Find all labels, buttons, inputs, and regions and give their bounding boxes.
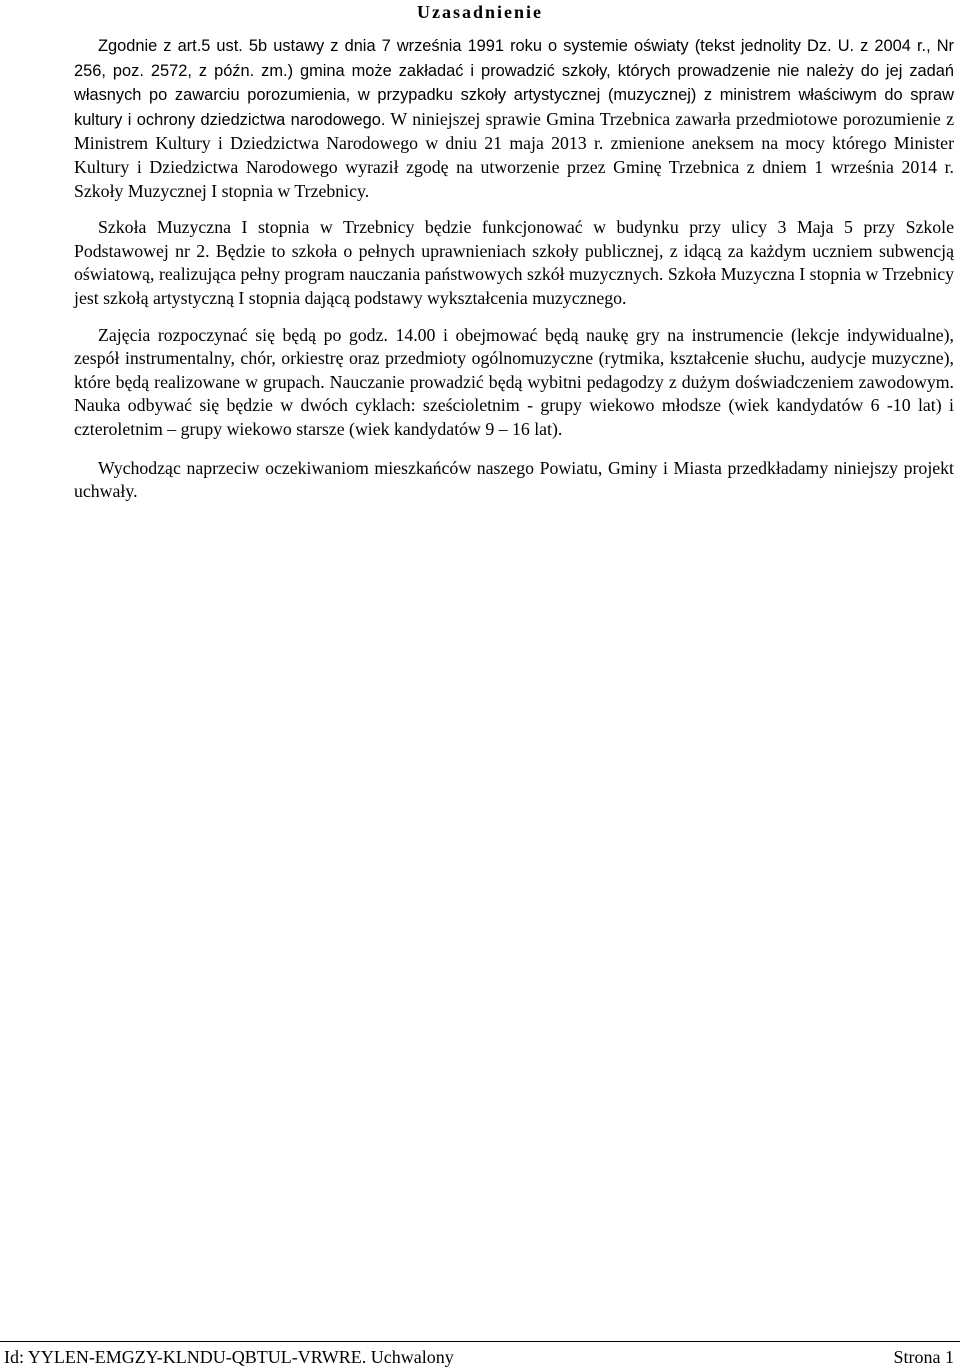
document-body — [74, 34, 954, 504]
paragraph-conclusion — [74, 457, 954, 504]
paragraph-classes — [74, 324, 954, 442]
paragraph-classes-text: Zajęcia rozpoczynać się będą po godz. 14.00 i obejmować będą naukę gry na instrumencie (lekcje indywidualne), zespół instrumentalny, chór, orkiestrę oraz przedmioty ogólnomuzyczne (rytmika, kształcenie słuchu, audycje muzyczne), które będą realizowane w grupach. Nauczanie prowadzić będą wybitni pedagodzy z dużym doświadczeniem zawodowym. Nauka odbywać się będzie w dwóch cyklach: sześcioletnim - grupy wiekowo młodsze (wiek kandydatów 6 -10 lat) i czteroletnim – grupy wiekowo starsze (wiek kandydatów 9 – 16 lat). — [74, 324, 954, 439]
paragraph-legal-basis — [74, 34, 954, 203]
paragraph-school-location — [74, 216, 954, 310]
page-footer — [0, 1341, 960, 1369]
paragraph-legal-basis-text: Zgodnie z art.5 ust. 5b ustawy z dnia 7 września 1991 roku o systemie oświaty (tekst jednolity Dz. U. z 2004 r., Nr 256, poz. 2572, z późn. zm.) gmina może zakładać i prowadzić szkoły, których prowadzenie nie należy do jej zadań własnych po zawarciu porozumienia, w przypadku szkoły artystycznej (muzycznej) z ministrem właściwym do spraw kultury i ochrony dziedzictwa narodowego. — [74, 37, 954, 129]
paragraph-agreement-text: W niniejszej sprawie Gmina Trzebnica zawarła przedmiotowe porozumienie z Ministrem Kultury i Dziedzictwa Narodowego w dniu 21 maja 2013 r. zmienione aneksem na mocy którego Minister Kultury i Dziedzictwa Narodowego wyraził zgodę na utworzenie przez Gminę Trzebnica z dniem 1 września 2014 r. Szkoły Muzycznej I stopnia w Trzebnicy. — [74, 108, 954, 201]
paragraph-school-location-text: Szkoła Muzyczna I stopnia w Trzebnicy będzie funkcjonować w budynku przy ulicy 3 Maja 5 przy Szkole Podstawowej nr 2. Będzie to szkoła o pełnych uprawnieniach szkoły publicznej, z idącą za każdym uczniem subwencją oświatową, realizująca pełny program nauczania państwowych szkół muzycznych. Szkoła Muzyczna I stopnia w Trzebnicy jest szkołą artystyczną I stopnia dającą podstawy wykształcenia muzycznego. — [74, 217, 954, 308]
page-number: Strona 1 — [893, 1347, 954, 1367]
document-id: Id: YYLEN-EMGZY-KLNDU-QBTUL-VRWRE. Uchwalony — [4, 1347, 454, 1367]
page-title: Uzasadnienie — [416, 2, 543, 22]
paragraph-conclusion-text: Wychodząc naprzeciw oczekiwaniom mieszkańców naszego Powiatu, Gminy i Miasta przedkładamy niniejszy projekt uchwały. — [74, 457, 954, 502]
